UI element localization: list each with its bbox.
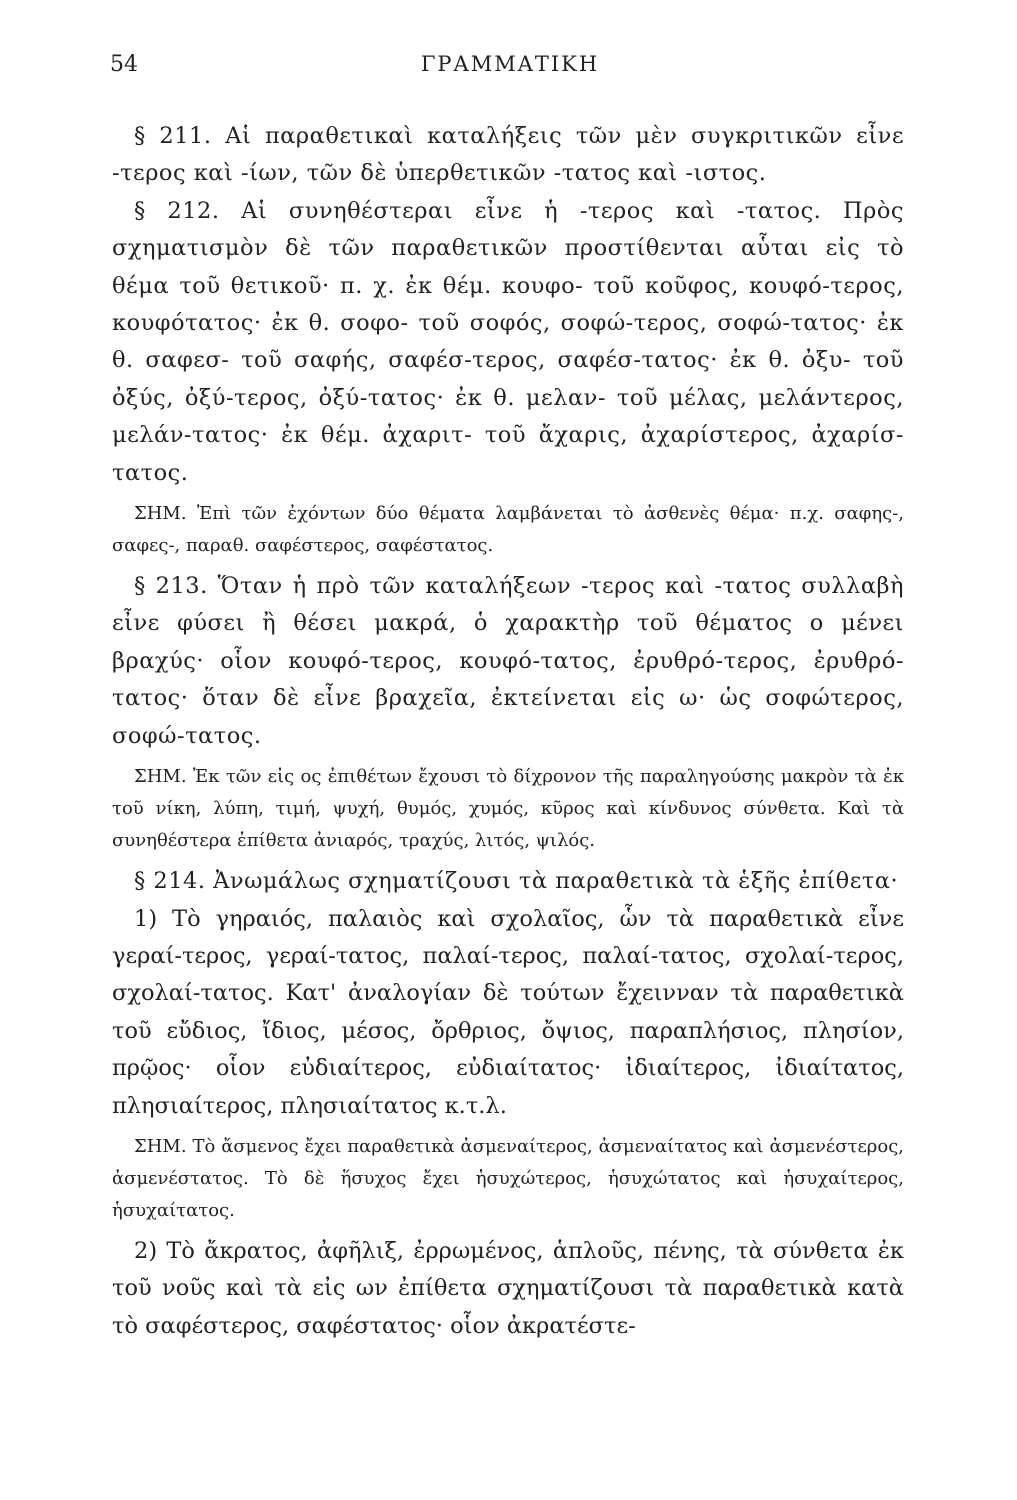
section-214-item-2: 2) Τὸ ἄκρατος, ἀφῆλιξ, ἐρρωμένος, ἁπλοῦς, πένης, τὰ σύνθετα ἐκ τοῦ νοῦς καὶ τὰ εἰς ων ἐπίθετα σχηματίζουσι τὰ παραθετικὰ κατὰ τὸ σαφέστερος, σαφέστατος· οἷον ἀκρατέστε- — [112, 1237, 904, 1339]
section-214: § 214. Ἀνωμάλως σχηματίζουσι τὰ παραθετικὰ τὰ ἑξῆς ἐπίθετα· — [134, 868, 899, 895]
note-212: ΣΗΜ. Ἐπὶ τῶν ἐχόντων δύο θέματα λαμβάνεται τὸ ἀσθενὲς θέμα· π.χ. σαφης-, σαφες-, παραθ. σαφέστερος, σαφέστατος. — [112, 503, 904, 557]
note-213: ΣΗΜ. Ἐκ τῶν εἰς ος ἐπιθέτων ἔχουσι τὸ δίχρονον τῆς παραληγούσης μακρὸν τὰ ἐκ τοῦ νίκη, λύπη, τιμή, ψυχή, θυμός, χυμός, κῦρος καὶ κίνδυνος σύνθετα. Καὶ τὰ συνηθέστερα ἐπίθετα ἀνιαρός, τραχύς, λιτός, ψιλός. — [112, 766, 904, 852]
section-213: § 213. Ὅταν ἡ πρὸ τῶν καταλήξεων -τερος καὶ -τατος συλλαβὴ εἶνε φύσει ἢ θέσει μακρά, ὁ χαρακτὴρ τοῦ θέματος ο μένει βραχύς· οἷον κουφό-τερος, κουφό-τατος, ἐρυθρό-τερος, ἐρυθρό-τατος· ὅταν δὲ εἶνε βραχεῖα, ἐκτείνεται εἰς ω· ὡς σοφώτερος, σοφώ-τατος. — [112, 573, 904, 749]
running-title: ΓΡΑΜΜΑΤΙΚΗ — [420, 52, 600, 76]
section-214-item-1: 1) Τὸ γηραιός, παλαιὸς καὶ σχολαῖος, ὧν τὰ παραθετικὰ εἶνε γεραί-τερος, γεραί-τατος, παλαί-τερος, παλαί-τατος, σχολαί-τερος, σχολαί-τατος. Κατ' ἀναλογίαν δὲ τούτων ἔχεινναν τὰ παραθετικὰ τοῦ εὔδιος, ἴδιος, μέσος, ὄρθριος, ὄψιος, παραπλήσιος, πλησίον, πρῷος· οἷον εὐδιαίτερος, εὐδιαίτατος· ἰδιαίτερος, ἰδιαίτατος, πλησιαίτερος, πλησιαίτατος κ.τ.λ. — [112, 905, 904, 1119]
running-header — [110, 52, 910, 92]
page-number: 54 — [110, 52, 138, 77]
section-212: § 212. Αἱ συνηθέστεραι εἶνε ἡ -τερος καὶ -τατος. Πρὸς σχηματισμὸν δὲ τῶν παραθετικῶν προστίθενται αὗται εἰς τὸ θέμα τοῦ θετικοῦ· π. χ. ἐκ θέμ. κουφο- τοῦ κοῦφος, κουφό-τερος, κουφότατος· ἐκ θ. σοφο- τοῦ σοφός, σοφώ-τερος, σοφώ-τατος· ἐκ θ. σαφεσ- τοῦ σαφής, σαφέσ-τερος, σαφέσ-τατος· ἐκ θ. ὀξυ- τοῦ ὀξύς, ὀξύ-τερος, ὀξύ-τατος· ἐκ θ. μελαν- τοῦ μέλας, μελάντερος, μελάν-τατος· ἐκ θέμ. ἀχαριτ- τοῦ ἄχαρις, ἀχαρίστερος, ἀχαρίσ-τατος. — [112, 197, 904, 486]
note-214: ΣΗΜ. Τὸ ἄσμενος ἔχει παραθετικὰ ἀσμεναίτερος, ἀσμεναίτατος καὶ ἀσμενέστερος, ἀσμενέστατος. Τὸ δὲ ἥσυχος ἔχει ἡσυχώτερος, ἡσυχώτατος καὶ ἡσυχαίτερος, ἡσυχαίτατος. — [112, 1135, 904, 1221]
page-body — [112, 118, 904, 1345]
section-211: § 211. Αἱ παραθετικαὶ καταλήξεις τῶν μὲν συγκριτικῶν εἶνε -τερος καὶ -ίων, τῶν δὲ ὑπερθετικῶν -τατος καὶ -ιστος. — [112, 123, 904, 187]
